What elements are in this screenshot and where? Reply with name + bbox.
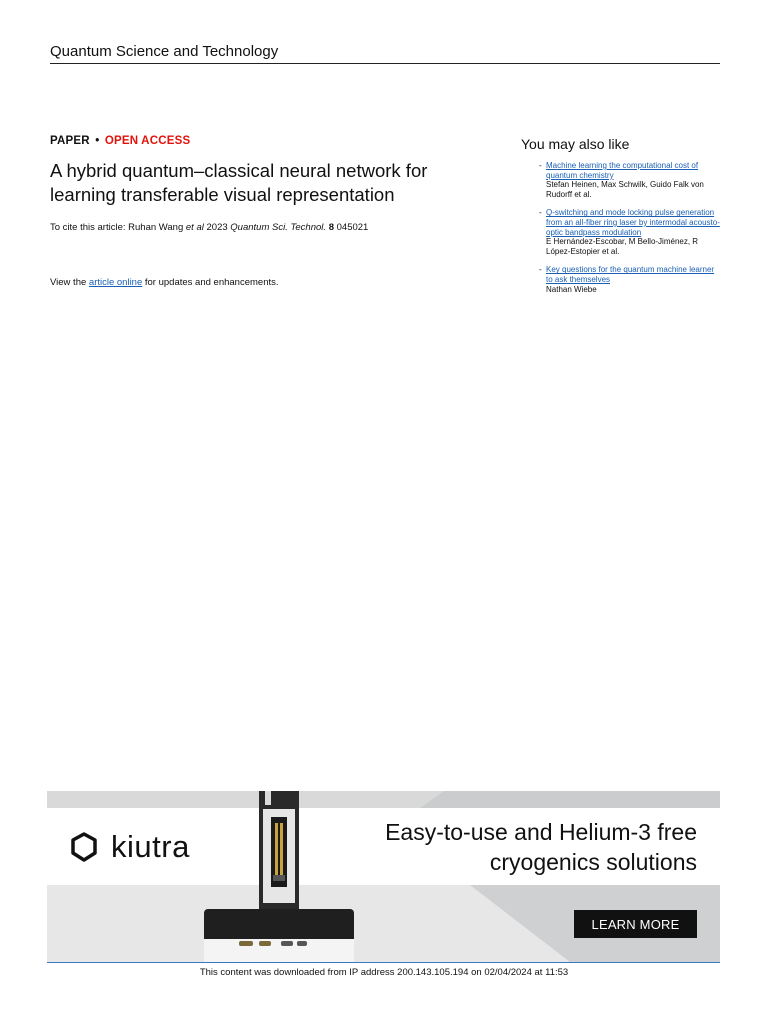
citation bbox=[50, 221, 490, 234]
view-suffix: for updates and enhancements. bbox=[142, 277, 279, 288]
view-prefix: View the bbox=[50, 277, 89, 288]
open-access-badge: OPEN ACCESS bbox=[104, 135, 191, 147]
cite-volume: 8 bbox=[328, 222, 334, 233]
journal-title: Quantum Science and Technology bbox=[50, 43, 279, 60]
related-authors: Stefan Heinen, Max Schwilk, Guido Falk von Rudorff et al. bbox=[546, 180, 704, 199]
ad-headline-line1: Easy-to-use and Helium-3 free bbox=[385, 819, 697, 845]
brand-name: kiutra bbox=[111, 829, 190, 864]
related-articles bbox=[521, 136, 721, 303]
cite-year: 2023 bbox=[203, 222, 231, 233]
label-separator: • bbox=[95, 135, 100, 147]
download-notice: This content was downloaded from IP address 200.143.105.194 on 02/04/2024 at 11:53 bbox=[199, 967, 569, 978]
journal-header bbox=[50, 43, 720, 64]
cite-prefix: To cite this article: Ruhan Wang bbox=[50, 222, 186, 233]
cryostat-image bbox=[199, 791, 359, 962]
kiutra-logo-icon bbox=[69, 831, 99, 863]
related-link[interactable]: Key questions for the quantum machine learner to ask themselves bbox=[546, 265, 715, 284]
ad-headline-line2: cryogenics solutions bbox=[489, 849, 697, 875]
cite-etal: et al bbox=[185, 222, 204, 233]
list-item bbox=[521, 208, 721, 256]
related-authors: E Hernández-Escobar, M Bello-Jiménez, R López-Estopier et al. bbox=[546, 237, 699, 256]
list-item bbox=[521, 161, 721, 199]
related-heading: You may also like bbox=[521, 136, 630, 152]
article-type-label bbox=[50, 135, 490, 147]
article-title bbox=[50, 159, 490, 207]
list-dash: - bbox=[539, 265, 542, 275]
list-dash: - bbox=[539, 208, 542, 218]
related-link[interactable]: Machine learning the computational cost of quantum chemistry bbox=[546, 161, 699, 180]
cite-journal: Quantum Sci. Technol. bbox=[230, 222, 327, 233]
ad-banner[interactable] bbox=[47, 791, 720, 962]
ad-headline bbox=[385, 817, 697, 877]
related-list bbox=[521, 161, 721, 294]
cite-number: 045021 bbox=[333, 222, 369, 233]
ad-shade-top bbox=[420, 791, 720, 808]
list-item bbox=[521, 265, 721, 294]
article-info bbox=[50, 135, 490, 289]
article-title-line1: A hybrid quantum–classical neural network for bbox=[50, 160, 428, 181]
related-authors: Nathan Wiebe bbox=[546, 284, 597, 294]
footer-divider bbox=[47, 962, 720, 963]
learn-more-button[interactable]: LEARN MORE bbox=[574, 910, 697, 938]
list-dash: - bbox=[539, 161, 542, 170]
kiutra-logo bbox=[69, 829, 190, 865]
paper-type: PAPER bbox=[50, 135, 90, 147]
view-online bbox=[50, 276, 490, 289]
related-link[interactable]: Q-switching and mode locking pulse generation from an all-fiber ring laser by intermodal acousto-optic bandpass modulation bbox=[546, 208, 720, 237]
article-online-link[interactable]: article online bbox=[88, 277, 143, 288]
article-title-line2: learning transferable visual representation bbox=[50, 184, 395, 205]
